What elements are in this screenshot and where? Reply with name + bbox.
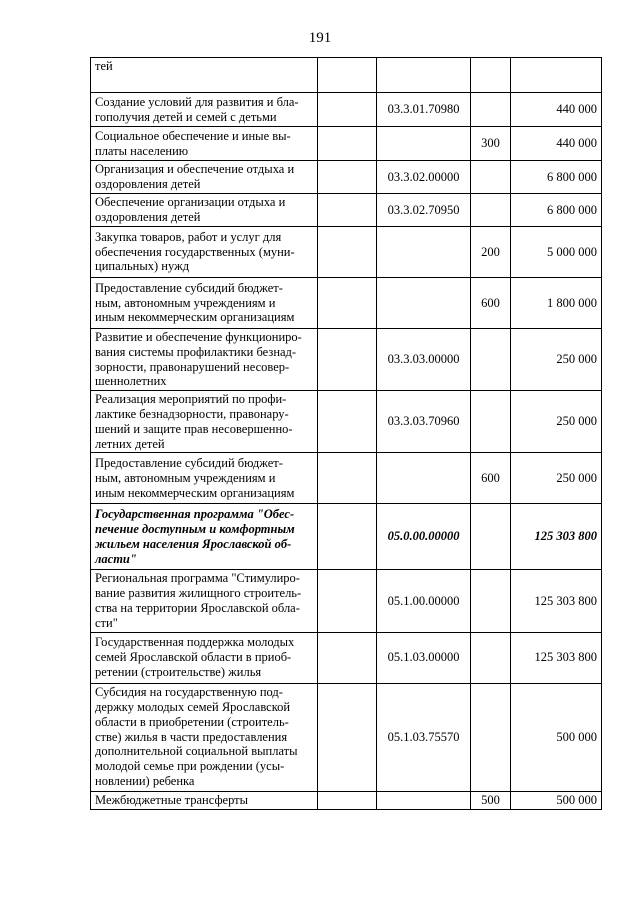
row-name-text: Обеспечение организации отдыха и оздоровления детей xyxy=(95,195,286,224)
row-code-cell: 05.1.00.00000 xyxy=(377,570,471,632)
row-expense-type-cell xyxy=(471,391,511,453)
row-section-cell xyxy=(318,58,377,93)
row-name-cell xyxy=(91,570,318,632)
row-name-cell xyxy=(91,453,318,504)
row-section-cell xyxy=(318,161,377,194)
row-expense-type-cell: 300 xyxy=(471,127,511,161)
row-expense-type-cell xyxy=(471,161,511,194)
row-name-cell xyxy=(91,278,318,329)
row-amount-cell: 6 800 000 xyxy=(511,194,602,227)
row-expense-type-cell xyxy=(471,504,511,570)
row-name-text: Реализация мероприятий по профи- лактике безнадзорности, правонару- шений и защите прав несовершенно- летних детей xyxy=(95,392,293,451)
row-section-cell xyxy=(318,391,377,453)
row-code-cell xyxy=(377,227,471,278)
row-code-cell: 05.1.03.75570 xyxy=(377,683,471,791)
row-name-cell xyxy=(91,194,318,227)
row-expense-type-cell xyxy=(471,194,511,227)
row-amount-cell: 6 800 000 xyxy=(511,161,602,194)
row-code-cell: 03.3.03.00000 xyxy=(377,329,471,391)
row-amount-cell: 5 000 000 xyxy=(511,227,602,278)
budget-table xyxy=(90,57,602,810)
row-name-text: Межбюджетные трансферты xyxy=(95,792,249,807)
table-row xyxy=(91,127,602,161)
row-section-cell xyxy=(318,127,377,161)
budget-table-body xyxy=(91,58,602,810)
row-code-cell: 05.0.00.00000 xyxy=(377,504,471,570)
row-name-text: Государственная поддержка молодых семей Ярославской области в приоб- ретении (строительстве) жилья xyxy=(95,635,295,679)
row-name-text: Региональная программа "Стимулиро- вание развития жилищного строитель- ства на территории Ярославской обла- сти" xyxy=(95,571,302,630)
row-amount-cell: 250 000 xyxy=(511,391,602,453)
row-expense-type-cell: 600 xyxy=(471,278,511,329)
table-row xyxy=(91,93,602,127)
row-section-cell xyxy=(318,93,377,127)
row-code-cell xyxy=(377,58,471,93)
row-name-text: Государственная программа "Обес- печение доступным и комфортным жильем населения Ярославской об- ласти" xyxy=(95,507,295,566)
row-amount-cell: 500 000 xyxy=(511,791,602,809)
row-expense-type-cell xyxy=(471,683,511,791)
row-section-cell xyxy=(318,278,377,329)
row-expense-type-cell: 600 xyxy=(471,453,511,504)
table-row xyxy=(91,683,602,791)
table-row xyxy=(91,329,602,391)
row-expense-type-cell xyxy=(471,570,511,632)
row-expense-type-cell xyxy=(471,93,511,127)
row-expense-type-cell xyxy=(471,329,511,391)
row-name-text: тей xyxy=(95,59,113,73)
row-section-cell xyxy=(318,683,377,791)
row-section-cell xyxy=(318,194,377,227)
table-row xyxy=(91,791,602,809)
row-amount-cell: 125 303 800 xyxy=(511,632,602,683)
table-row xyxy=(91,632,602,683)
table-row xyxy=(91,161,602,194)
row-name-text: Субсидия на государственную под- держку молодых семей Ярославской области в приобретении (строитель- стве) жилья в части предоставления дополнительной социальной выплаты молодой семье при рождении (усы- новлении) ребенка xyxy=(95,685,298,789)
row-expense-type-cell: 500 xyxy=(471,791,511,809)
row-code-cell xyxy=(377,278,471,329)
row-amount-cell: 250 000 xyxy=(511,329,602,391)
row-name-cell xyxy=(91,127,318,161)
row-code-cell xyxy=(377,127,471,161)
row-code-cell: 03.3.02.70950 xyxy=(377,194,471,227)
row-name-cell xyxy=(91,391,318,453)
row-section-cell xyxy=(318,632,377,683)
table-row xyxy=(91,58,602,93)
row-name-text: Предоставление субсидий бюджет- ным, автономным учреждениям и иным некоммерческим организациям xyxy=(95,456,295,500)
row-name-cell xyxy=(91,58,318,93)
row-expense-type-cell: 200 xyxy=(471,227,511,278)
row-expense-type-cell xyxy=(471,632,511,683)
row-section-cell xyxy=(318,791,377,809)
table-row xyxy=(91,570,602,632)
table-row xyxy=(91,227,602,278)
row-name-text: Развитие и обеспечение функциониро- вания системы профилактики безнад- зорности, правонарушений несовер- шеннолетних xyxy=(95,330,302,389)
table-row xyxy=(91,453,602,504)
page-number: 191 xyxy=(308,30,332,46)
row-code-cell xyxy=(377,791,471,809)
row-name-cell xyxy=(91,504,318,570)
row-name-cell xyxy=(91,329,318,391)
row-code-cell: 05.1.03.00000 xyxy=(377,632,471,683)
row-amount-cell: 125 303 800 xyxy=(511,504,602,570)
row-name-text: Закупка товаров, работ и услуг для обеспечения государственных (муни- ципальных) нужд xyxy=(95,229,295,274)
row-name-text: Создание условий для развития и бла- гополучия детей и семей с детьми xyxy=(95,94,299,124)
row-amount-cell: 440 000 xyxy=(511,127,602,161)
row-amount-cell xyxy=(511,58,602,93)
row-code-cell xyxy=(377,453,471,504)
table-row xyxy=(91,278,602,329)
row-code-cell: 03.3.03.70960 xyxy=(377,391,471,453)
row-section-cell xyxy=(318,504,377,570)
row-section-cell xyxy=(318,453,377,504)
row-name-cell xyxy=(91,161,318,194)
row-name-cell xyxy=(91,93,318,127)
row-amount-cell: 125 303 800 xyxy=(511,570,602,632)
row-code-cell: 03.3.01.70980 xyxy=(377,93,471,127)
table-row xyxy=(91,194,602,227)
row-section-cell xyxy=(318,570,377,632)
table-row xyxy=(91,391,602,453)
row-name-cell xyxy=(91,791,318,809)
row-amount-cell: 440 000 xyxy=(511,93,602,127)
row-code-cell: 03.3.02.00000 xyxy=(377,161,471,194)
row-section-cell xyxy=(318,329,377,391)
row-name-cell xyxy=(91,632,318,683)
row-name-text: Организация и обеспечение отдыха и оздоровления детей xyxy=(95,162,295,191)
row-name-text: Социальное обеспечение и иные вы- платы населению xyxy=(95,128,291,158)
row-section-cell xyxy=(318,227,377,278)
row-amount-cell: 250 000 xyxy=(511,453,602,504)
row-name-cell xyxy=(91,227,318,278)
row-name-text: Предоставление субсидий бюджет- ным, автономным учреждениям и иным некоммерческим организациям xyxy=(95,280,295,325)
row-amount-cell: 500 000 xyxy=(511,683,602,791)
row-expense-type-cell xyxy=(471,58,511,93)
row-amount-cell: 1 800 000 xyxy=(511,278,602,329)
row-name-cell xyxy=(91,683,318,791)
table-row xyxy=(91,504,602,570)
